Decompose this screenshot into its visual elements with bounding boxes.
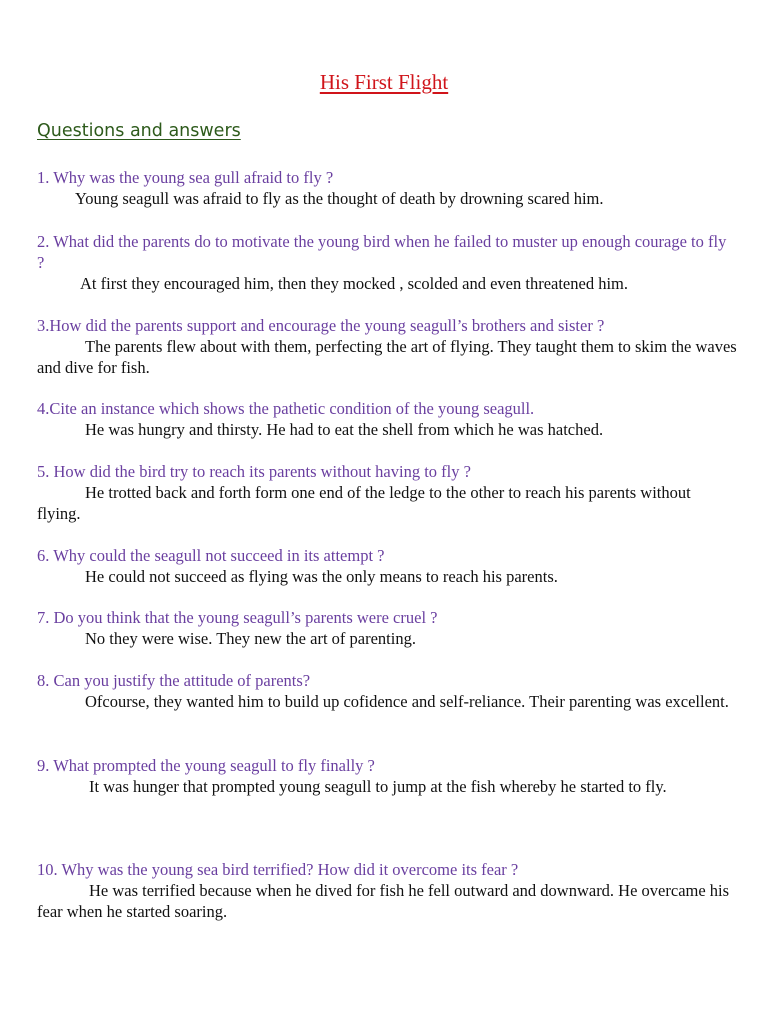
answer: It was hunger that prompted young seagull to jump at the fish whereby he started to fly. <box>89 777 667 796</box>
page-title: His First Flight <box>319 70 449 94</box>
qa-item-2 <box>37 231 737 294</box>
answer: At first they encouraged him, then they mocked , scolded and even threatened him. <box>80 274 628 293</box>
qa-item-10 <box>37 859 737 922</box>
answer: Young seagull was afraid to fly as the thought of death by drowning scared him. <box>75 189 604 208</box>
qa-item-9 <box>37 755 737 797</box>
qa-item-1 <box>37 167 737 209</box>
question: 3.How did the parents support and encourage the young seagull’s brothers and sister ? <box>37 316 605 335</box>
question: 10. Why was the young sea bird terrified? How did it overcome its fear ? <box>37 860 519 879</box>
question: 9. What prompted the young seagull to fly finally ? <box>37 756 375 775</box>
answer: The parents flew about with them, perfecting the art of flying. They taught them to skim the waves and dive for fish. <box>37 337 737 377</box>
qa-item-6 <box>37 545 737 587</box>
qa-item-7 <box>37 607 737 649</box>
question: 4.Cite an instance which shows the pathetic condition of the young seagull. <box>37 399 535 418</box>
question: 5. How did the bird try to reach its parents without having to fly ? <box>37 462 471 481</box>
qa-item-3 <box>37 315 737 378</box>
section-heading: Questions and answers <box>37 121 241 141</box>
question: 2. What did the parents do to motivate the young bird when he failed to muster up enough courage to fly ? <box>37 232 727 272</box>
question: 8. Can you justify the attitude of parents? <box>37 671 311 690</box>
answer: Ofcourse, they wanted him to build up cofidence and self-reliance. Their parenting was excellent. <box>85 692 729 711</box>
qa-item-8 <box>37 670 737 712</box>
question: 6. Why could the seagull not succeed in its attempt ? <box>37 546 385 565</box>
answer: No they were wise. They new the art of parenting. <box>85 629 416 648</box>
answer: He trotted back and forth form one end of the ledge to the other to reach his parents without flying. <box>37 483 691 523</box>
answer: He was terrified because when he dived for fish he fell outward and downward. He overcame his fear when he started soaring. <box>37 881 730 921</box>
answer: He could not succeed as flying was the only means to reach his parents. <box>85 567 558 586</box>
qa-item-4 <box>37 398 737 440</box>
qa-item-5 <box>37 461 737 524</box>
answer: He was hungry and thirsty. He had to eat the shell from which he was hatched. <box>85 420 604 439</box>
question: 7. Do you think that the young seagull’s parents were cruel ? <box>37 608 438 627</box>
question: 1. Why was the young sea gull afraid to fly ? <box>37 168 334 187</box>
